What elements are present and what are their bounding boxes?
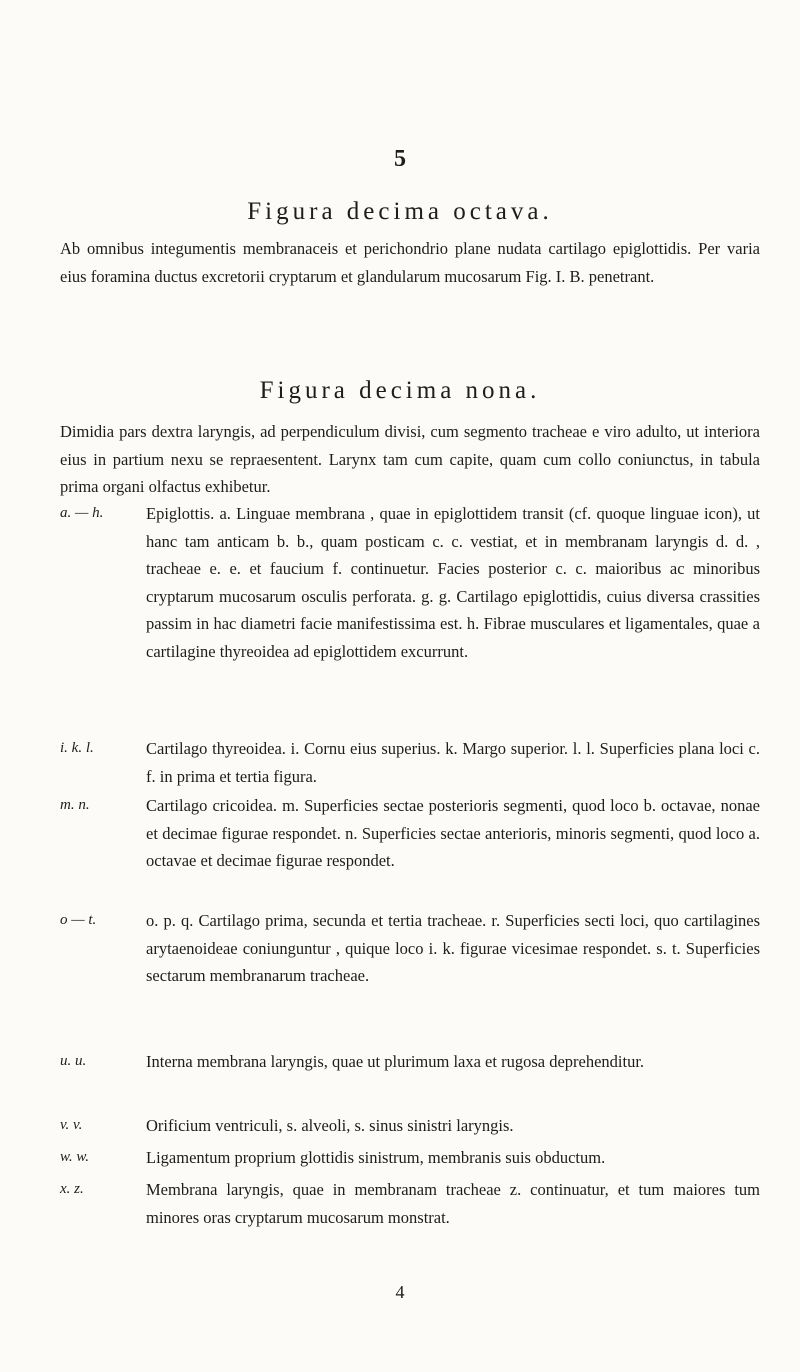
legend-entry-label: a. — h. [60, 505, 104, 521]
legend-entry [60, 792, 760, 875]
page-number: 5 [394, 146, 406, 172]
legend-entry [60, 1112, 760, 1140]
section-paragraph-decima-octava: Ab omnibus integumentis membranaceis et perichondrio plane nudata cartilago epiglottidis. Per varia eius foramina ductus excretorii cryptarum et glandularum mucosarum Fig. I. B. penetrant. [60, 239, 760, 286]
section-heading-decima-nona: Figura decima nona. [259, 377, 541, 404]
legend-entry-text: Membrana laryngis, quae in membranam tracheae z. continuatur, et tum maiores tum minores oras cryptarum mucosarum monstrat. [146, 1180, 760, 1227]
legend-entry-label: o — t. [60, 912, 97, 928]
legend-entry [60, 1176, 760, 1231]
legend-entry-text: Ligamentum proprium glottidis sinistrum, membranis suis obductum. [146, 1148, 606, 1167]
legend-entry [60, 500, 760, 665]
legend-entry-label: i. k. l. [60, 740, 94, 756]
legend-entry-text: Cartilago thyreoidea. i. Cornu eius superius. k. Margo superior. l. l. Superficies plana loci c. f. in prima et tertia figura. [146, 739, 760, 786]
legend-entry [60, 1144, 760, 1172]
legend-entry [60, 1048, 760, 1076]
signature-mark: 4 [395, 1282, 405, 1302]
section-heading-decima-octava: Figura decima octava. [247, 198, 553, 225]
legend-entry-label: u. u. [60, 1053, 87, 1069]
legend-entry-label: w. w. [60, 1149, 90, 1165]
legend-entry-label: v. v. [60, 1117, 83, 1133]
legend-entry-text: Cartilago cricoidea. m. Superficies sectae posterioris segmenti, quod loco b. octavae, nonae et decimae figurae respondet. n. Superficies sectae anterioris, minoris segmenti, quod loco a. octavae et decimae figurae respondet. [146, 796, 760, 870]
legend-entry [60, 735, 760, 790]
legend-entry-text: Epiglottis. a. Linguae membrana , quae in epiglottidem transit (cf. quoque linguae icon), ut hanc tam anticam b. b., quam posticam c. c. vestiat, et in membranam laryngis d. d. , tracheae e. e. et faucium f. continuetur. Facies posterior c. c. maioribus ac minoribus cryptarum mucosarum osculis perforata. g. g. Cartilago epiglottidis, cuius diversa crassities passim in hac diametri facie manifestissima est. h. Fibrae musculares et ligamentales, quae a cartilagine thyreoidea ad epiglottidem excurrunt. [146, 504, 760, 661]
legend-entry-text: o. p. q. Cartilago prima, secunda et tertia tracheae. r. Superficies secti loci, quo cartilagines arytaenoideae coniunguntur , quique loco i. k. figurae vicesimae respondet. s. t. Superficies sectarum membranarum tracheae. [146, 911, 760, 985]
legend-entry [60, 907, 760, 990]
legend-entry-label: x. z. [60, 1181, 84, 1197]
legend-entry-label: m. n. [60, 797, 90, 813]
legend-entry-text: Orificium ventriculi, s. alveoli, s. sinus sinistri laryngis. [146, 1116, 514, 1135]
legend-entry-text: Interna membrana laryngis, quae ut plurimum laxa et rugosa deprehenditur. [146, 1052, 645, 1071]
section-intro-decima-nona: Dimidia pars dextra laryngis, ad perpendiculum divisi, cum segmento tracheae e viro adulto, ut interiora eius in partium nexu se repraesentent. Larynx tam cum capite, quam cum collo coniunctus, in tabula prima organi olfactus exhibetur. [60, 422, 760, 496]
